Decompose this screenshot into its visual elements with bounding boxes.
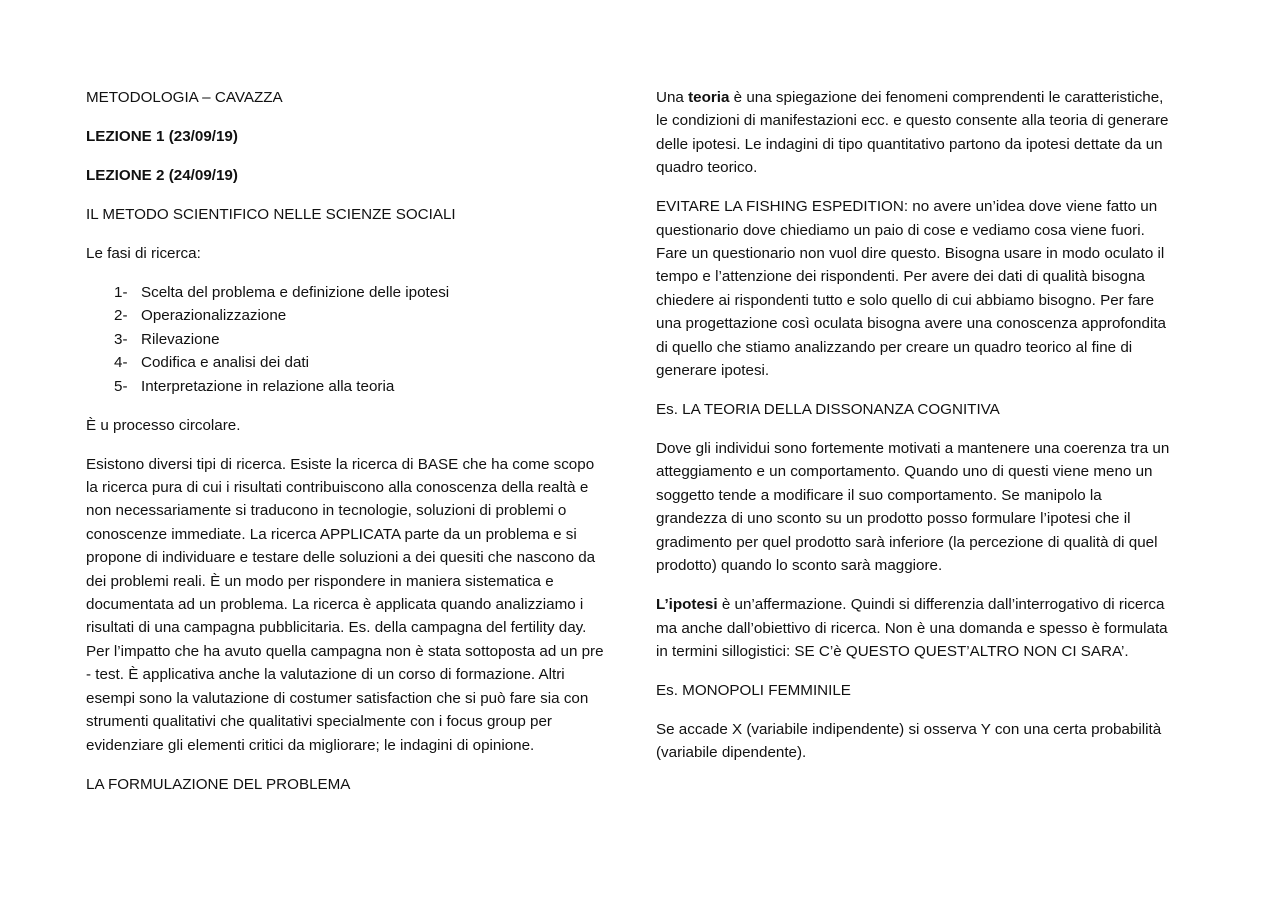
right-column xyxy=(656,86,1176,780)
list-item-number: 5- xyxy=(114,377,128,395)
theory-paragraph xyxy=(656,86,1176,180)
list-item-number: 1- xyxy=(114,284,128,301)
list-item-number: 2- xyxy=(114,307,128,325)
lesson-1-heading: LEZIONE 1 (23/09/19) xyxy=(86,128,238,145)
dissonance-paragraph: Dove gli individui sono fortemente motivati a mantenere una coerenza tra un atteggiamento e un comportamento. Quando uno di questi viene meno un soggetto tende a modificare il suo comportamento. Se manipolo la grandezza di uno sconto su un prodotto posso formulare l’ipotesi che il gradimento per quel prodotto sarà inferiore (la percezione di qualità di quel prodotto) quando lo sconto sarà maggiore. xyxy=(656,440,1170,575)
list-item-text: Rilevazione xyxy=(141,330,220,348)
hypothesis-term: L’ipotesi xyxy=(656,596,718,614)
section-heading: IL METODO SCIENTIFICO NELLE SCIENZE SOCIALI xyxy=(86,206,456,223)
circular-process-note: È u processo circolare. xyxy=(86,416,241,434)
monopoli-example: Es. MONOPOLI FEMMINILE xyxy=(656,681,851,699)
fishing-expedition-paragraph: EVITARE LA FISHING ESPEDITION: no avere un’idea dove viene fatto un questionario dove chiediamo un paio di cose e vediamo cosa viene fuori. Fare un questionario non vuol dire questo. Bisogna usare in modo oculato il tempo e l’attenzione dei rispondenti. Per avere dei dati di qualità bisogna chiedere ai rispondenti tutto e solo quello di cui abbiamo bisogno. Per fare una progettazione così oculata bisogna avere una conoscenza approfondita di quello che stiamo analizzando per creare un quadro teorico al fine di generare ipotesi. xyxy=(656,198,1166,380)
theory-term: teoria xyxy=(688,89,730,106)
list-item xyxy=(86,351,606,374)
variables-paragraph: Se accade X (variabile indipendente) si osserva Y con una certa probabilità (variabile dipendente). xyxy=(656,720,1162,762)
lesson-2-heading: LEZIONE 2 (24/09/19) xyxy=(86,167,238,184)
phases-intro: Le fasi di ricerca: xyxy=(86,245,201,262)
theory-definition: è una spiegazione dei fenomeni comprendenti le caratteristiche, le condizioni di manifestazioni ecc. e questo consente alla teoria di generare delle ipotesi. Le indagini di tipo quantitativo partono da ipotesi dettate da un quadro teorico. xyxy=(656,89,1169,177)
list-item-number: 4- xyxy=(114,354,128,372)
problem-formulation-heading: LA FORMULAZIONE DEL PROBLEMA xyxy=(86,775,351,793)
list-item-text: Operazionalizzazione xyxy=(141,307,287,325)
left-column xyxy=(86,86,606,812)
list-item-text: Scelta del problema e definizione delle ipotesi xyxy=(141,284,450,301)
research-types-paragraph: Esistono diversi tipi di ricerca. Esiste la ricerca di BASE che ha come scopo la ricerca pura di cui i risultati contribuiscono alla conoscenza della realtà e non necessariamente si traducono in tecnologie, soluzioni di problemi o conoscenze immediate. La ricerca APPLICATA parte da un problema e si propone di individuare e testare delle soluzioni a dei quesiti che nascono da dei problemi reali. È un modo per rispondere in maniera sistematica e documentata ad un problema. La ricerca è applicata quando analizziamo i risultati di una campagna pubblicitaria. Es. della campagna del fertility day. Per l’impatto che ha avuto quella campagna non è stata sottoposta ad un pre - test. È applicativa anche la valutazione di un corso di formazione. Altri esempi sono la valutazione di costumer satisfaction che si può fare sia con strumenti qualitativi che qualitativi specialmente con i focus group per evidenziare gli elementi critici da migliorare; le indagini di opinione. xyxy=(86,455,604,754)
list-item-text: Interpretazione in relazione alla teoria xyxy=(141,377,395,395)
hypothesis-paragraph xyxy=(656,593,1176,663)
list-item xyxy=(86,328,606,351)
document-title: METODOLOGIA – CAVAZZA xyxy=(86,89,283,106)
list-item-number: 3- xyxy=(114,330,128,348)
hypothesis-definition: è un’affermazione. Quindi si differenzia dall’interrogativo di ricerca ma anche dall’obiettivo di ricerca. Non è una domanda e spesso è formulata in termini sillogistici: SE C’è QUESTO QUEST’ALTRO NON CI SARA’. xyxy=(656,596,1168,660)
list-item xyxy=(86,304,606,327)
list-item xyxy=(86,375,606,398)
theory-prefix: Una xyxy=(656,89,689,106)
list-item xyxy=(86,281,606,304)
list-item-text: Codifica e analisi dei dati xyxy=(141,354,310,372)
phases-list xyxy=(86,281,606,398)
dissonance-heading: Es. LA TEORIA DELLA DISSONANZA COGNITIVA xyxy=(656,401,1000,419)
